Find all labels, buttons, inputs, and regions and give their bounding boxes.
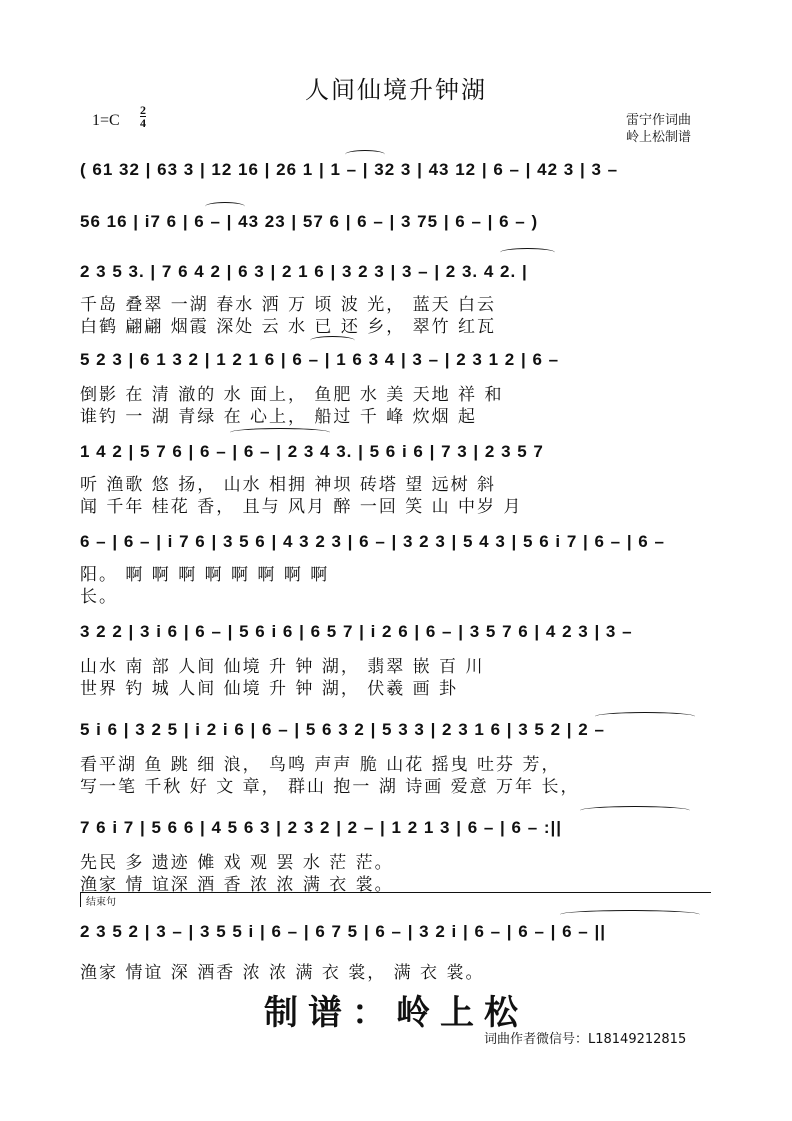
notation-row: 5 i 6 | 3 2 5 | i 2 i 6 | 6 – | 5 6 3 2 | 5 3 3 | 2 3 1 6 | 3 5 2 | 2 – — [80, 720, 605, 739]
slur-arc — [310, 336, 355, 345]
slur-arc — [230, 428, 330, 437]
slur-arc — [345, 150, 385, 159]
lyric-line: 看平湖 鱼 跳 细 浪， 鸟鸣 声声 脆 山花 摇曳 吐芬 芳， — [80, 755, 561, 775]
credit-composer: 雷宁作词曲 — [626, 113, 692, 128]
notation-row: ( 61 32 | 63 3 | 12 16 | 26 1 | 1 – | 32 3 | 43 12 | 6 – | 42 3 | 3 – — [80, 160, 619, 179]
slur-arc — [205, 202, 245, 211]
lyric-line: 长。 — [80, 587, 118, 607]
lyric-line: 世界 钓 城 人间 仙境 升 钟 湖， 伏羲 画 卦 — [80, 679, 459, 699]
lyric-line: 渔家 情 谊深 酒 香 浓 浓 满 衣 裳。 — [80, 875, 394, 895]
time-signature-top: 2 — [140, 103, 146, 117]
time-signature — [140, 104, 146, 129]
slur-arc — [560, 910, 700, 919]
lyric-line: 闻 千年 桂花 香， 且与 风月 醉 一回 笑 山 中岁 月 — [80, 497, 523, 517]
signature: 制谱：岭上松 — [264, 993, 528, 1033]
slur-arc — [595, 712, 695, 721]
wechat-id: 词曲作者微信号：L18149212815 — [484, 1032, 687, 1047]
lyric-line: 倒影 在 清 澈的 水 面上， 鱼肥 水 美 天地 祥 和 — [80, 385, 504, 405]
notation-row: 2 3 5 3. | 7 6 4 2 | 6 3 | 2 1 6 | 3 2 3 | 3 – | 2 3. 4 2. | — [80, 262, 528, 281]
ending-bracket — [80, 892, 711, 907]
slur-arc — [500, 248, 555, 257]
lyric-line: 山水 南 部 人间 仙境 升 钟 湖， 翡翠 嵌 百 川 — [80, 657, 485, 677]
lyric-line: 先民 多 遗迹 傩 戏 观 罢 水 茫 茫。 — [80, 853, 394, 873]
lyric-line: 谁钓 一 湖 青绿 在 心上， 船过 千 峰 炊烟 起 — [80, 407, 478, 427]
notation-row: 3 2 2 | 3 i 6 | 6 – | 5 6 i 6 | 6 5 7 | i 2 6 | 6 – | 3 5 7 6 | 4 2 3 | 3 – — [80, 622, 633, 641]
ending-label: 结束句 — [86, 897, 116, 908]
credits — [626, 112, 691, 146]
key-signature: 1=C — [92, 112, 120, 129]
lyric-line: 千岛 叠翠 一湖 春水 洒 万 顷 波 光， 蓝天 白云 — [80, 295, 497, 315]
song-title: 人间仙境升钟湖 — [305, 76, 487, 104]
credit-arranger: 岭上松制谱 — [626, 130, 692, 145]
notation-row: 7 6 i 7 | 5 6 6 | 4 5 6 3 | 2 3 2 | 2 – | 1 2 1 3 | 6 – | 6 – :|| — [80, 818, 563, 837]
time-signature-bottom: 4 — [140, 116, 146, 130]
notation-row: 6 – | 6 – | i 7 6 | 3 5 6 | 4 3 2 3 | 6 – | 3 2 3 | 5 4 3 | 5 6 i 7 | 6 – | 6 – — [80, 532, 665, 551]
lyric-line: 写一笔 千秋 好 文 章， 群山 抱一 湖 诗画 爱意 万年 长， — [80, 777, 580, 797]
notation-row: 2 3 5 2 | 3 – | 3 5 5 i | 6 – | 6 7 5 | 6 – | 3 2 i | 6 – | 6 – | 6 – || — [80, 922, 606, 941]
lyric-line: 白鹤 翩翩 烟霞 深处 云 水 已 还 乡， 翠竹 红瓦 — [80, 317, 497, 337]
lyric-line: 听 渔歌 悠 扬， 山水 相拥 神坝 砖塔 望 远树 斜 — [80, 475, 497, 495]
notation-row: 56 16 | i7 6 | 6 – | 43 23 | 57 6 | 6 – | 3 75 | 6 – | 6 – ) — [80, 212, 539, 231]
lyric-line: 阳。 啊 啊 啊 啊 啊 啊 啊 啊 — [80, 565, 330, 585]
slur-arc — [580, 806, 690, 815]
notation-row: 1 4 2 | 5 7 6 | 6 – | 6 – | 2 3 4 3. | 5 6 i 6 | 7 3 | 2 3 5 7 — [80, 442, 544, 461]
notation-row: 5 2 3 | 6 1 3 2 | 1 2 1 6 | 6 – | 1 6 3 4 | 3 – | 2 3 1 2 | 6 – — [80, 350, 560, 369]
lyric-line: 渔家 情谊 深 酒香 浓 浓 满 衣 裳， 满 衣 裳。 — [80, 963, 485, 983]
